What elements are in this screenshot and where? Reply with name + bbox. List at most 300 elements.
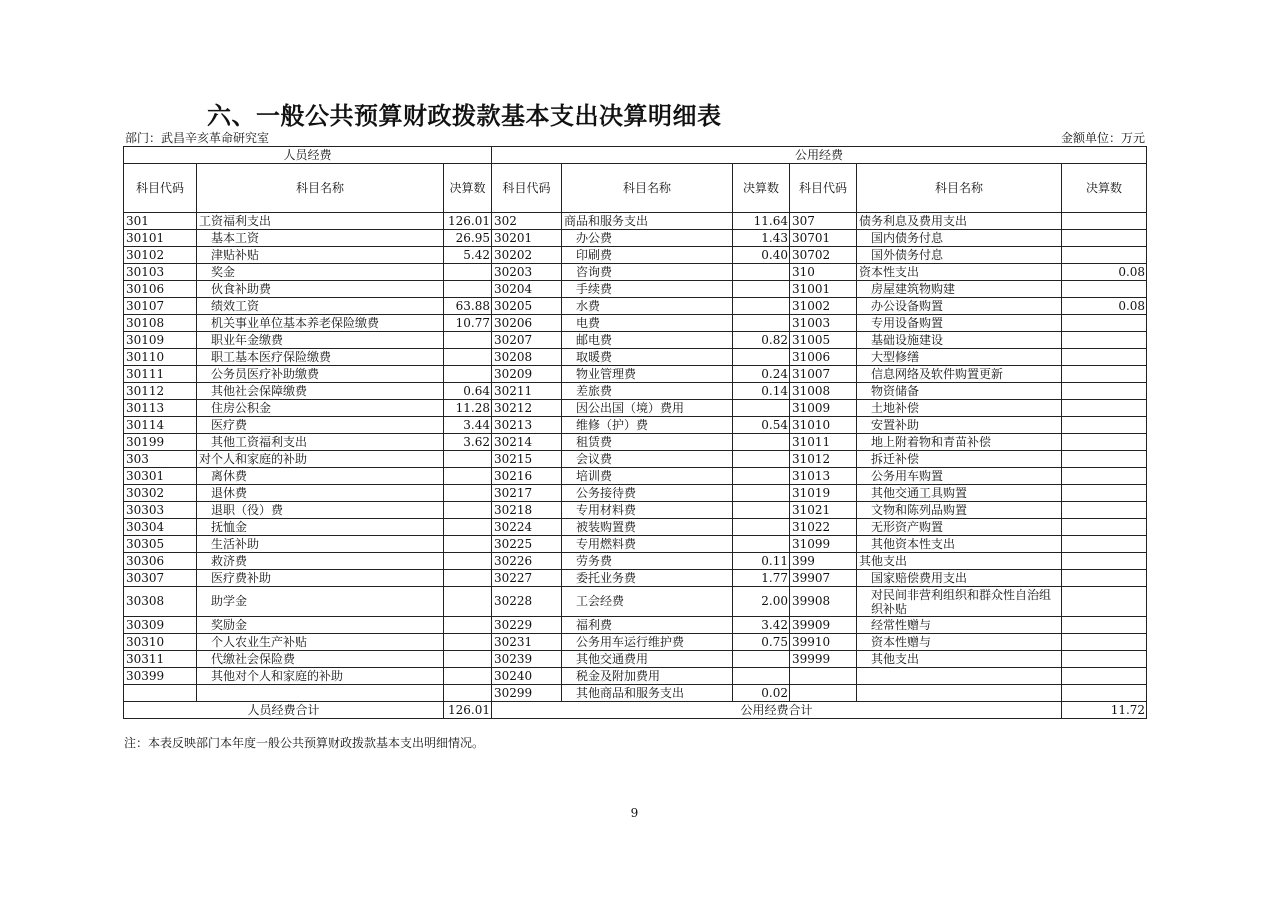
table-row xyxy=(124,536,1147,553)
cell-name: 职业年金缴费 xyxy=(197,332,444,349)
cell-code: 30225 xyxy=(492,536,562,553)
cell-code: 30310 xyxy=(124,634,197,651)
cell-amount xyxy=(444,451,492,468)
cell-amount xyxy=(1062,634,1147,651)
cell-name: 助学金 xyxy=(197,587,444,617)
cell-amount: 0.64 xyxy=(444,383,492,400)
cell-name: 物业管理费 xyxy=(562,366,733,383)
cell-amount: 0.54 xyxy=(733,417,790,434)
cell-name: 其他交通工具购置 xyxy=(857,485,1062,502)
cell-name: 税金及附加费用 xyxy=(562,668,733,685)
cell-code: 30111 xyxy=(124,366,197,383)
table-row xyxy=(124,502,1147,519)
cell-code: 30206 xyxy=(492,315,562,332)
table-row xyxy=(124,553,1147,570)
cell-code: 30215 xyxy=(492,451,562,468)
cell-code: 31099 xyxy=(790,536,857,553)
cell-name: 公务员医疗补助缴费 xyxy=(197,366,444,383)
cell-amount xyxy=(1062,468,1147,485)
cell-code: 399 xyxy=(790,553,857,570)
cell-name: 对个人和家庭的补助 xyxy=(197,451,444,468)
cell-amount xyxy=(1062,553,1147,570)
table-row xyxy=(124,281,1147,298)
cell-name xyxy=(197,685,444,702)
cell-name: 会议费 xyxy=(562,451,733,468)
cell-amount xyxy=(444,536,492,553)
cell-name: 基本工资 xyxy=(197,230,444,247)
cell-code: 30309 xyxy=(124,617,197,634)
cell-code: 30311 xyxy=(124,651,197,668)
cell-name: 退职（役）费 xyxy=(197,502,444,519)
group-personnel-header: 人员经费 xyxy=(124,147,492,164)
cell-code: 39907 xyxy=(790,570,857,587)
cell-amount xyxy=(1062,651,1147,668)
cell-code: 39908 xyxy=(790,587,857,617)
cell-name: 债务利息及费用支出 xyxy=(857,213,1062,230)
cell-name: 其他社会保障缴费 xyxy=(197,383,444,400)
cell-amount: 0.08 xyxy=(1062,264,1147,281)
cell-code: 31001 xyxy=(790,281,857,298)
cell-amount xyxy=(1062,434,1147,451)
cell-amount: 3.44 xyxy=(444,417,492,434)
department-label: 部门：武昌辛亥革命研究室 xyxy=(125,131,270,145)
table-row xyxy=(124,451,1147,468)
cell-name: 其他工资福利支出 xyxy=(197,434,444,451)
col-header-amount: 决算数 xyxy=(733,164,790,213)
cell-amount xyxy=(733,400,790,417)
col-header-name: 科目名称 xyxy=(562,164,733,213)
cell-code: 31002 xyxy=(790,298,857,315)
cell-name: 委托业务费 xyxy=(562,570,733,587)
table-row xyxy=(124,634,1147,651)
cell-code: 30302 xyxy=(124,485,197,502)
cell-name: 公务接待费 xyxy=(562,485,733,502)
cell-name: 公务用车购置 xyxy=(857,468,1062,485)
total-personnel-label: 人员经费合计 xyxy=(124,702,444,719)
col-header-name: 科目名称 xyxy=(857,164,1062,213)
cell-name: 其他交通费用 xyxy=(562,651,733,668)
cell-code: 30212 xyxy=(492,400,562,417)
cell-code: 30202 xyxy=(492,247,562,264)
cell-amount xyxy=(1062,349,1147,366)
cell-amount xyxy=(444,366,492,383)
cell-code: 30299 xyxy=(492,685,562,702)
cell-code: 30307 xyxy=(124,570,197,587)
cell-amount xyxy=(733,519,790,536)
cell-amount: 0.75 xyxy=(733,634,790,651)
cell-code: 30101 xyxy=(124,230,197,247)
cell-code: 30204 xyxy=(492,281,562,298)
cell-name: 国家赔偿费用支出 xyxy=(857,570,1062,587)
cell-name: 房屋建筑物购建 xyxy=(857,281,1062,298)
cell-name: 生活补助 xyxy=(197,536,444,553)
cell-name xyxy=(857,668,1062,685)
cell-code: 31006 xyxy=(790,349,857,366)
table-row xyxy=(124,264,1147,281)
table-row xyxy=(124,366,1147,383)
cell-name: 国外债务付息 xyxy=(857,247,1062,264)
cell-name: 退休费 xyxy=(197,485,444,502)
cell-code: 30102 xyxy=(124,247,197,264)
cell-amount xyxy=(444,332,492,349)
cell-code: 30211 xyxy=(492,383,562,400)
cell-code: 30303 xyxy=(124,502,197,519)
cell-amount xyxy=(733,349,790,366)
cell-amount xyxy=(733,281,790,298)
cell-amount xyxy=(444,281,492,298)
cell-code: 30108 xyxy=(124,315,197,332)
page-title: 六、一般公共预算财政拨款基本支出决算明细表 xyxy=(207,102,722,130)
cell-code: 31021 xyxy=(790,502,857,519)
cell-code: 31007 xyxy=(790,366,857,383)
cell-name: 职工基本医疗保险缴费 xyxy=(197,349,444,366)
cell-name: 水费 xyxy=(562,298,733,315)
cell-amount xyxy=(733,536,790,553)
cell-amount xyxy=(1062,366,1147,383)
unit-label: 金额单位：万元 xyxy=(1060,131,1145,145)
cell-name: 国内债务付息 xyxy=(857,230,1062,247)
cell-code: 31019 xyxy=(790,485,857,502)
cell-name: 物资储备 xyxy=(857,383,1062,400)
cell-code: 31008 xyxy=(790,383,857,400)
cell-code: 30216 xyxy=(492,468,562,485)
cell-amount xyxy=(1062,383,1147,400)
group-public-header: 公用经费 xyxy=(492,147,1147,164)
cell-name: 离休费 xyxy=(197,468,444,485)
cell-name: 其他资本性支出 xyxy=(857,536,1062,553)
cell-amount xyxy=(444,519,492,536)
cell-code: 30107 xyxy=(124,298,197,315)
cell-amount xyxy=(733,668,790,685)
cell-amount xyxy=(733,434,790,451)
cell-amount xyxy=(444,617,492,634)
cell-amount xyxy=(1062,213,1147,230)
cell-name: 工资福利支出 xyxy=(197,213,444,230)
cell-amount xyxy=(733,315,790,332)
cell-amount: 2.00 xyxy=(733,587,790,617)
table-row xyxy=(124,519,1147,536)
cell-amount: 0.24 xyxy=(733,366,790,383)
cell-name: 取暖费 xyxy=(562,349,733,366)
cell-name: 安置补助 xyxy=(857,417,1062,434)
cell-code: 30114 xyxy=(124,417,197,434)
cell-amount xyxy=(1062,400,1147,417)
cell-code: 30228 xyxy=(492,587,562,617)
table-row xyxy=(124,434,1147,451)
table-row xyxy=(124,668,1147,685)
expenditure-table xyxy=(123,146,1147,719)
cell-amount xyxy=(444,668,492,685)
cell-code: 307 xyxy=(790,213,857,230)
table-row xyxy=(124,332,1147,349)
cell-code: 31009 xyxy=(790,400,857,417)
cell-amount xyxy=(1062,570,1147,587)
cell-name: 医疗费 xyxy=(197,417,444,434)
total-public-value: 11.72 xyxy=(1062,702,1147,719)
cell-amount xyxy=(1062,281,1147,298)
footnote: 注：本表反映部门本年度一般公共预算财政拨款基本支出明细情况。 xyxy=(124,736,485,750)
cell-code: 30231 xyxy=(492,634,562,651)
cell-code: 30110 xyxy=(124,349,197,366)
cell-amount xyxy=(444,485,492,502)
cell-amount xyxy=(444,651,492,668)
table-row xyxy=(124,315,1147,332)
col-header-amount: 决算数 xyxy=(444,164,492,213)
cell-amount xyxy=(444,468,492,485)
col-header-name: 科目名称 xyxy=(197,164,444,213)
cell-amount: 11.64 xyxy=(733,213,790,230)
cell-code: 30109 xyxy=(124,332,197,349)
cell-code: 30308 xyxy=(124,587,197,617)
cell-amount xyxy=(1062,247,1147,264)
cell-code: 30205 xyxy=(492,298,562,315)
cell-code: 30305 xyxy=(124,536,197,553)
cell-amount xyxy=(1062,485,1147,502)
cell-code: 31005 xyxy=(790,332,857,349)
table-row xyxy=(124,468,1147,485)
cell-name: 工会经费 xyxy=(562,587,733,617)
cell-name: 租赁费 xyxy=(562,434,733,451)
cell-name: 因公出国（境）费用 xyxy=(562,400,733,417)
cell-code xyxy=(790,668,857,685)
cell-code: 30304 xyxy=(124,519,197,536)
cell-amount: 126.01 xyxy=(444,213,492,230)
page-number: 9 xyxy=(630,806,639,820)
cell-amount xyxy=(444,553,492,570)
cell-amount: 0.08 xyxy=(1062,298,1147,315)
cell-amount xyxy=(1062,685,1147,702)
cell-name: 机关事业单位基本养老保险缴费 xyxy=(197,315,444,332)
cell-amount xyxy=(1062,536,1147,553)
cell-code: 39909 xyxy=(790,617,857,634)
cell-amount: 0.11 xyxy=(733,553,790,570)
cell-amount xyxy=(1062,315,1147,332)
cell-amount xyxy=(1062,668,1147,685)
cell-code: 30213 xyxy=(492,417,562,434)
cell-name: 资本性赠与 xyxy=(857,634,1062,651)
cell-amount: 10.77 xyxy=(444,315,492,332)
cell-code: 30239 xyxy=(492,651,562,668)
cell-name: 对民间非营利组织和群众性自治组织补贴 xyxy=(857,587,1062,617)
cell-name: 其他支出 xyxy=(857,553,1062,570)
total-personnel-value: 126.01 xyxy=(444,702,492,719)
cell-name xyxy=(857,685,1062,702)
cell-name: 医疗费补助 xyxy=(197,570,444,587)
cell-amount xyxy=(1062,502,1147,519)
col-header-amount: 决算数 xyxy=(1062,164,1147,213)
cell-code: 31012 xyxy=(790,451,857,468)
cell-name: 专用设备购置 xyxy=(857,315,1062,332)
cell-code: 302 xyxy=(492,213,562,230)
cell-name: 基础设施建设 xyxy=(857,332,1062,349)
col-header-code: 科目代码 xyxy=(492,164,562,213)
cell-name: 资本性支出 xyxy=(857,264,1062,281)
cell-code: 30113 xyxy=(124,400,197,417)
cell-code xyxy=(124,685,197,702)
cell-amount xyxy=(444,634,492,651)
cell-name: 其他对个人和家庭的补助 xyxy=(197,668,444,685)
cell-code: 30203 xyxy=(492,264,562,281)
cell-code: 30218 xyxy=(492,502,562,519)
cell-amount: 11.28 xyxy=(444,400,492,417)
table-row xyxy=(124,213,1147,230)
table-row xyxy=(124,685,1147,702)
cell-name: 抚恤金 xyxy=(197,519,444,536)
group-header-row xyxy=(124,147,1147,164)
table-row xyxy=(124,247,1147,264)
cell-name: 商品和服务支出 xyxy=(562,213,733,230)
cell-name: 福利费 xyxy=(562,617,733,634)
cell-amount xyxy=(444,264,492,281)
cell-amount xyxy=(444,349,492,366)
cell-amount xyxy=(733,468,790,485)
cell-amount xyxy=(733,485,790,502)
cell-code: 30106 xyxy=(124,281,197,298)
cell-code: 31022 xyxy=(790,519,857,536)
cell-name: 办公设备购置 xyxy=(857,298,1062,315)
cell-amount: 1.77 xyxy=(733,570,790,587)
cell-name: 拆迁补偿 xyxy=(857,451,1062,468)
table-row xyxy=(124,417,1147,434)
cell-amount xyxy=(733,451,790,468)
cell-amount: 1.43 xyxy=(733,230,790,247)
cell-code: 30227 xyxy=(492,570,562,587)
cell-amount: 26.95 xyxy=(444,230,492,247)
cell-amount xyxy=(1062,519,1147,536)
cell-code: 31003 xyxy=(790,315,857,332)
cell-name: 邮电费 xyxy=(562,332,733,349)
cell-name: 差旅费 xyxy=(562,383,733,400)
cell-amount xyxy=(444,570,492,587)
cell-name: 经常性赠与 xyxy=(857,617,1062,634)
cell-code: 30224 xyxy=(492,519,562,536)
cell-name: 文物和陈列品购置 xyxy=(857,502,1062,519)
cell-amount: 3.62 xyxy=(444,434,492,451)
table-row xyxy=(124,617,1147,634)
cell-code: 301 xyxy=(124,213,197,230)
table-row xyxy=(124,651,1147,668)
cell-code: 30226 xyxy=(492,553,562,570)
cell-code: 310 xyxy=(790,264,857,281)
cell-name: 其他商品和服务支出 xyxy=(562,685,733,702)
cell-code: 30201 xyxy=(492,230,562,247)
cell-amount: 5.42 xyxy=(444,247,492,264)
cell-code: 30209 xyxy=(492,366,562,383)
cell-name: 地上附着物和青苗补偿 xyxy=(857,434,1062,451)
cell-name: 无形资产购置 xyxy=(857,519,1062,536)
cell-code: 30217 xyxy=(492,485,562,502)
cell-amount: 0.40 xyxy=(733,247,790,264)
cell-code: 39910 xyxy=(790,634,857,651)
cell-name: 电费 xyxy=(562,315,733,332)
table-row xyxy=(124,383,1147,400)
cell-code: 30199 xyxy=(124,434,197,451)
cell-name: 其他支出 xyxy=(857,651,1062,668)
table-row xyxy=(124,298,1147,315)
total-row xyxy=(124,702,1147,719)
cell-code: 30399 xyxy=(124,668,197,685)
total-public-label: 公用经费合计 xyxy=(492,702,1062,719)
table-row xyxy=(124,349,1147,366)
cell-code xyxy=(790,685,857,702)
table-row xyxy=(124,230,1147,247)
cell-amount xyxy=(444,685,492,702)
cell-code: 30103 xyxy=(124,264,197,281)
cell-code: 30306 xyxy=(124,553,197,570)
cell-name: 被装购置费 xyxy=(562,519,733,536)
cell-name: 咨询费 xyxy=(562,264,733,281)
cell-amount xyxy=(1062,587,1147,617)
cell-code: 30240 xyxy=(492,668,562,685)
cell-code: 30702 xyxy=(790,247,857,264)
cell-code: 30214 xyxy=(492,434,562,451)
cell-code: 39999 xyxy=(790,651,857,668)
cell-code: 30208 xyxy=(492,349,562,366)
table-row xyxy=(124,587,1147,617)
cell-name: 津贴补贴 xyxy=(197,247,444,264)
cell-name: 印刷费 xyxy=(562,247,733,264)
cell-code: 31010 xyxy=(790,417,857,434)
cell-amount xyxy=(733,502,790,519)
cell-amount: 63.88 xyxy=(444,298,492,315)
cell-amount: 0.02 xyxy=(733,685,790,702)
cell-name: 公务用车运行维护费 xyxy=(562,634,733,651)
cell-code: 30701 xyxy=(790,230,857,247)
cell-amount: 0.82 xyxy=(733,332,790,349)
cell-amount: 0.14 xyxy=(733,383,790,400)
table-row xyxy=(124,485,1147,502)
column-header-row xyxy=(124,164,1147,213)
cell-amount xyxy=(1062,230,1147,247)
cell-name: 救济费 xyxy=(197,553,444,570)
cell-name: 住房公积金 xyxy=(197,400,444,417)
cell-name: 手续费 xyxy=(562,281,733,298)
cell-name: 专用燃料费 xyxy=(562,536,733,553)
cell-name: 奖励金 xyxy=(197,617,444,634)
cell-name: 个人农业生产补贴 xyxy=(197,634,444,651)
cell-amount xyxy=(733,651,790,668)
table-row xyxy=(124,570,1147,587)
cell-name: 专用材料费 xyxy=(562,502,733,519)
cell-name: 信息网络及软件购置更新 xyxy=(857,366,1062,383)
col-header-code: 科目代码 xyxy=(790,164,857,213)
cell-code: 30229 xyxy=(492,617,562,634)
cell-name: 大型修缮 xyxy=(857,349,1062,366)
cell-name: 代缴社会保险费 xyxy=(197,651,444,668)
cell-code: 31011 xyxy=(790,434,857,451)
cell-name: 奖金 xyxy=(197,264,444,281)
cell-amount xyxy=(1062,332,1147,349)
cell-name: 土地补偿 xyxy=(857,400,1062,417)
cell-name: 培训费 xyxy=(562,468,733,485)
cell-amount xyxy=(1062,417,1147,434)
col-header-code: 科目代码 xyxy=(124,164,197,213)
cell-name: 绩效工资 xyxy=(197,298,444,315)
cell-amount xyxy=(733,264,790,281)
cell-code: 31013 xyxy=(790,468,857,485)
cell-amount xyxy=(1062,617,1147,634)
cell-code: 30112 xyxy=(124,383,197,400)
table-row xyxy=(124,400,1147,417)
cell-code: 30301 xyxy=(124,468,197,485)
cell-code: 303 xyxy=(124,451,197,468)
cell-name: 伙食补助费 xyxy=(197,281,444,298)
cell-amount xyxy=(444,587,492,617)
cell-amount xyxy=(733,298,790,315)
cell-amount xyxy=(444,502,492,519)
cell-name: 劳务费 xyxy=(562,553,733,570)
cell-code: 30207 xyxy=(492,332,562,349)
